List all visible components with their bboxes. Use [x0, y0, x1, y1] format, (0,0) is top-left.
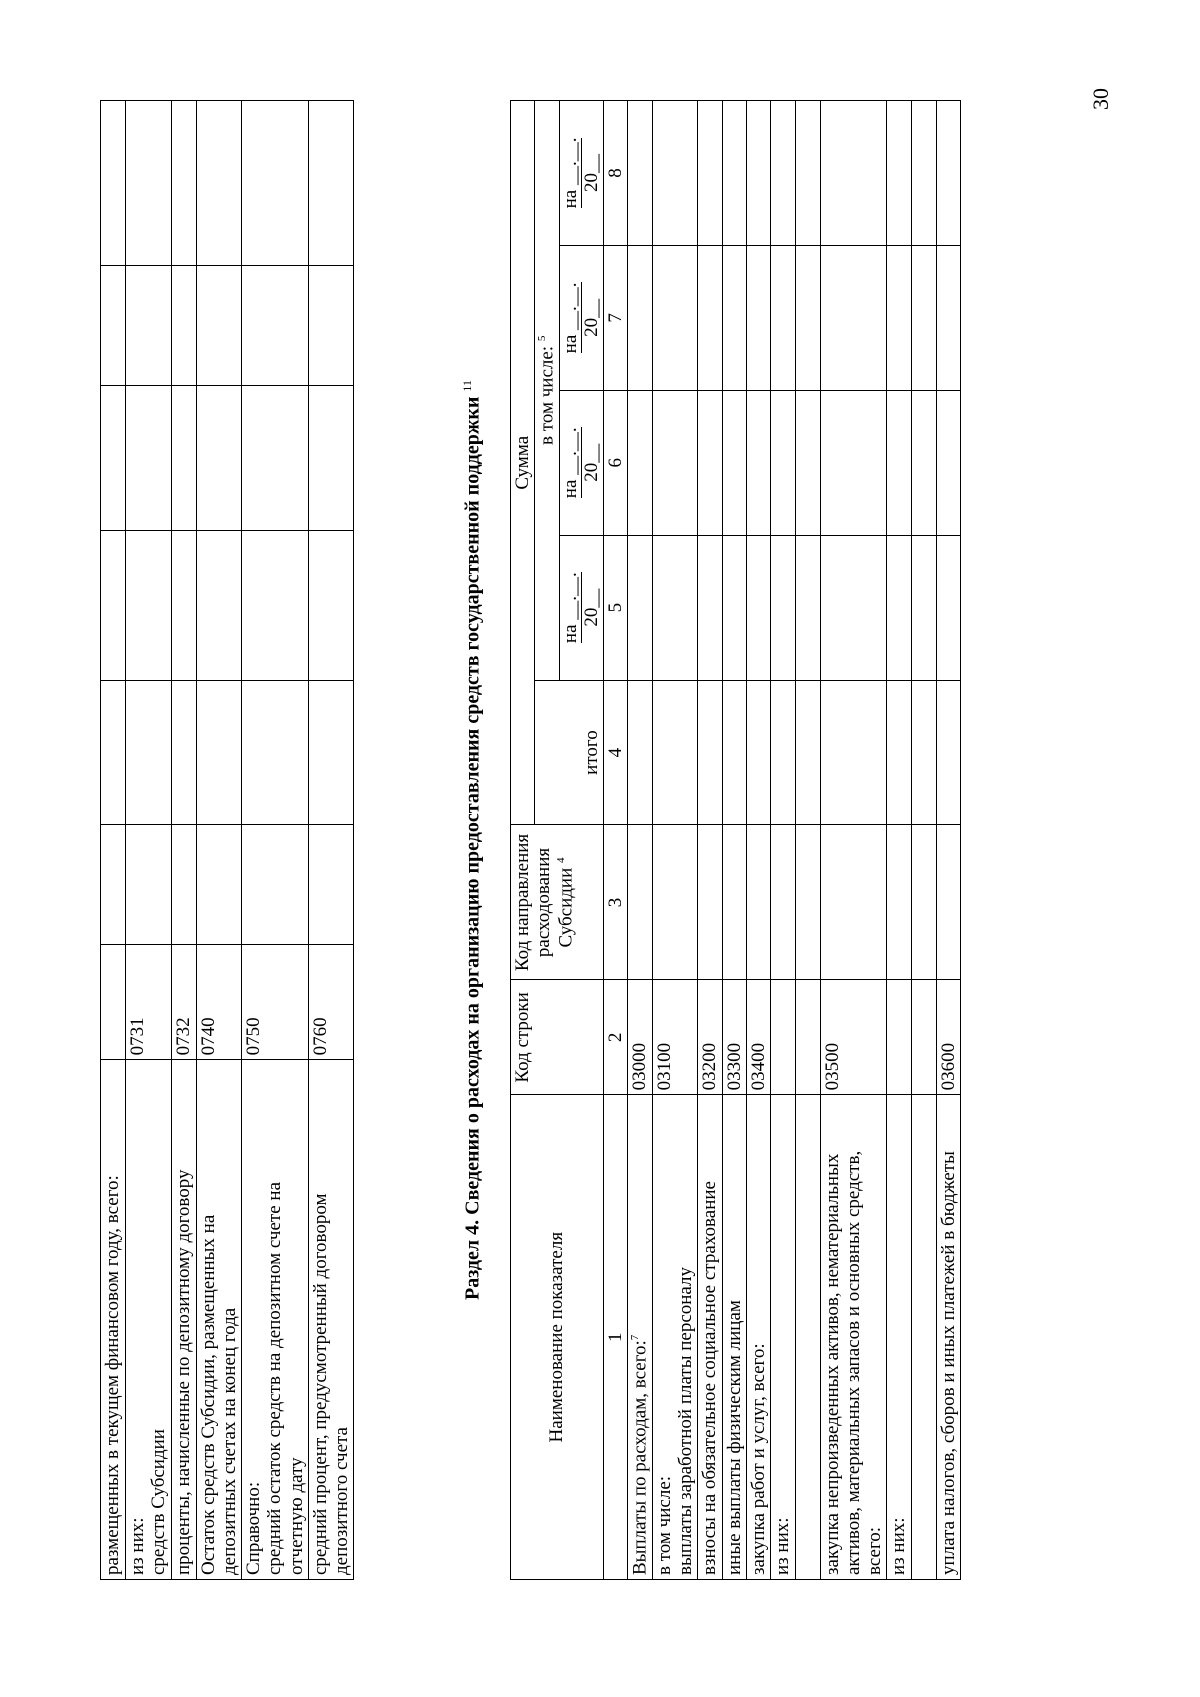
- column-number: 3: [604, 825, 628, 980]
- line: средний остаток средств на депозитном счете на: [264, 1182, 286, 1575]
- row-code: 0732: [171, 945, 196, 1060]
- value-cell: [628, 101, 653, 246]
- value-cell: [126, 825, 172, 945]
- value-cell: [652, 825, 698, 980]
- value-cell: [628, 535, 653, 680]
- indicator-name: [126, 1060, 172, 1580]
- value-cell: [698, 680, 722, 825]
- value-cell: [171, 265, 196, 385]
- line: в том числе:: [653, 1475, 675, 1575]
- value-cell: [698, 101, 722, 246]
- value-cell: [936, 390, 960, 535]
- value-cell: [652, 535, 698, 680]
- value-cell: [771, 825, 795, 980]
- value-cell: [746, 245, 770, 390]
- header-sum: Сумма: [511, 101, 535, 826]
- expenses-table: [510, 100, 961, 1580]
- value-cell: [795, 680, 820, 825]
- value-cell: [628, 825, 653, 980]
- header-including: в том числе: $^5$: [535, 101, 560, 681]
- value-cell: [652, 245, 698, 390]
- column-number: 6: [604, 390, 628, 535]
- value-cell: [196, 680, 242, 825]
- header-code: Код строки: [511, 980, 604, 1095]
- line: из них:: [772, 1517, 794, 1575]
- table-row: [101, 101, 126, 1580]
- line: закупка непроизведенных активов, нематериальных: [821, 1153, 843, 1575]
- value-cell: [242, 825, 309, 945]
- table-row: [652, 101, 698, 1580]
- column-number: 8: [604, 101, 628, 246]
- row-code: [887, 980, 911, 1095]
- row-code: 03000: [628, 980, 653, 1095]
- value-cell: [196, 265, 242, 385]
- table-row: [887, 101, 911, 1580]
- value-cell: [936, 680, 960, 825]
- date-fraction: [561, 427, 602, 498]
- value-cell: [820, 245, 887, 390]
- value-cell: [887, 101, 911, 246]
- value-cell: [171, 530, 196, 680]
- value-cell: [936, 101, 960, 246]
- value-cell: [196, 825, 242, 945]
- value-cell: [308, 265, 354, 385]
- row-code: [771, 980, 795, 1095]
- row-code: 03200: [698, 980, 722, 1095]
- table-row: [196, 101, 242, 1580]
- date-bottom: 20__: [581, 138, 602, 209]
- row-code: 0760: [308, 945, 354, 1060]
- value-cell: [308, 385, 354, 530]
- value-cell: [101, 680, 126, 825]
- table-row: [308, 101, 354, 1580]
- row-code: [101, 945, 126, 1060]
- value-cell: [795, 245, 820, 390]
- value-cell: [698, 535, 722, 680]
- date-fraction: [561, 282, 602, 353]
- header-total: итого: [535, 680, 604, 825]
- value-cell: [771, 390, 795, 535]
- value-cell: [101, 101, 126, 266]
- value-cell: [308, 680, 354, 825]
- value-cell: [242, 265, 309, 385]
- table-row: [795, 101, 820, 1580]
- date-fraction: [561, 572, 602, 643]
- value-cell: [171, 385, 196, 530]
- indicator-name: [652, 1095, 698, 1580]
- value-cell: [171, 101, 196, 266]
- value-cell: [771, 680, 795, 825]
- date-bottom: 20__: [581, 427, 602, 498]
- line: размещенных в текущем финансовом году, всего:: [102, 1175, 123, 1575]
- indicator-name: [698, 1095, 722, 1580]
- date-fraction: [561, 138, 602, 209]
- table-row: [171, 101, 196, 1580]
- indicator-name: [795, 1095, 820, 1580]
- header-name: Наименование показателя: [511, 1095, 604, 1580]
- value-cell: [242, 101, 309, 266]
- row-code: 0750: [242, 945, 309, 1060]
- table-row: [820, 101, 887, 1580]
- value-cell: [242, 530, 309, 680]
- value-cell: [628, 390, 653, 535]
- rotated-content: [100, 100, 1060, 1580]
- row-code: 0740: [196, 945, 242, 1060]
- value-cell: [936, 535, 960, 680]
- value-cell: [101, 385, 126, 530]
- line: взносы на обязательное социальное страхование: [699, 1181, 721, 1575]
- line: средств Субсидии: [148, 1429, 170, 1575]
- value-cell: [795, 390, 820, 535]
- value-cell: [242, 680, 309, 825]
- value-cell: [887, 825, 911, 980]
- row-code: 03400: [746, 980, 770, 1095]
- table-row: [698, 101, 722, 1580]
- indicator-name: [171, 1060, 196, 1580]
- row-code: 03600: [936, 980, 960, 1095]
- value-cell: [101, 265, 126, 385]
- value-cell: [820, 390, 887, 535]
- line: активов, материальных запасов и основных средств,: [842, 1150, 864, 1575]
- date-top: на __.__.: [559, 282, 581, 354]
- deposit-table: [100, 100, 354, 1580]
- column-number: 5: [604, 535, 628, 680]
- value-cell: [628, 245, 653, 390]
- line: закупка работ и услуг, всего:: [747, 1343, 769, 1575]
- value-cell: [936, 825, 960, 980]
- row-code: 03300: [722, 980, 746, 1095]
- row-code: 03500: [820, 980, 887, 1095]
- line: Выплаты по расходам, всего:: [629, 1340, 651, 1575]
- row-code: [911, 980, 936, 1095]
- value-cell: [746, 535, 770, 680]
- header-direction: Код направления расходования Субсидии $^4$: [511, 825, 604, 980]
- column-number: 2: [604, 980, 628, 1095]
- value-cell: [126, 385, 172, 530]
- value-cell: [308, 530, 354, 680]
- value-cell: [795, 825, 820, 980]
- date-top: на __.__.: [559, 137, 581, 209]
- value-cell: [887, 390, 911, 535]
- column-number: 1: [604, 1095, 628, 1580]
- line: Справочно:: [243, 1481, 265, 1575]
- value-cell: [101, 825, 126, 945]
- value-cell: [795, 101, 820, 246]
- value-cell: [820, 680, 887, 825]
- line: отчетную дату: [285, 1457, 307, 1575]
- value-cell: [936, 245, 960, 390]
- value-cell: [820, 101, 887, 246]
- line: из них:: [888, 1517, 910, 1575]
- value-cell: [652, 680, 698, 825]
- header-date: [559, 101, 603, 246]
- value-cell: [722, 825, 746, 980]
- row-code: 0731: [126, 945, 172, 1060]
- header-date: [559, 245, 603, 390]
- footnote-mark: 7: [629, 1334, 642, 1341]
- indicator-name: [628, 1095, 653, 1580]
- date-top: на __.__.: [559, 572, 581, 644]
- value-cell: [911, 390, 936, 535]
- table-row: [771, 101, 795, 1580]
- table-row: [628, 101, 653, 1580]
- table-row: [722, 101, 746, 1580]
- value-cell: [652, 390, 698, 535]
- value-cell: [911, 825, 936, 980]
- table-row: [936, 101, 960, 1580]
- value-cell: [196, 101, 242, 266]
- table-row: [242, 101, 309, 1580]
- value-cell: [196, 385, 242, 530]
- value-cell: [722, 245, 746, 390]
- indicator-name: [308, 1060, 354, 1580]
- value-cell: [126, 265, 172, 385]
- value-cell: [308, 825, 354, 945]
- value-cell: [196, 530, 242, 680]
- value-cell: [101, 530, 126, 680]
- value-cell: [746, 101, 770, 246]
- indicator-name: [242, 1060, 309, 1580]
- page-number: 30: [1088, 88, 1113, 110]
- value-cell: [911, 680, 936, 825]
- value-cell: [722, 101, 746, 246]
- value-cell: [911, 245, 936, 390]
- value-cell: [698, 245, 722, 390]
- value-cell: [698, 390, 722, 535]
- value-cell: [652, 101, 698, 246]
- value-cell: [746, 825, 770, 980]
- row-code: [795, 980, 820, 1095]
- indicator-name: [746, 1095, 770, 1580]
- value-cell: [628, 680, 653, 825]
- table-row: [746, 101, 770, 1580]
- indicator-name: [771, 1095, 795, 1580]
- value-cell: [722, 680, 746, 825]
- value-cell: [698, 825, 722, 980]
- header-date: [559, 390, 603, 535]
- table-row: [126, 101, 172, 1580]
- value-cell: [887, 245, 911, 390]
- value-cell: [722, 535, 746, 680]
- indicator-name: [196, 1060, 242, 1580]
- value-cell: [126, 680, 172, 825]
- value-cell: [746, 390, 770, 535]
- indicator-name: [820, 1095, 887, 1580]
- value-cell: [308, 101, 354, 266]
- header-date: [559, 535, 603, 680]
- value-cell: [887, 535, 911, 680]
- value-cell: [126, 101, 172, 266]
- row-code: 03100: [652, 980, 698, 1095]
- value-cell: [771, 245, 795, 390]
- line: проценты, начисленные по депозитному договору: [172, 1169, 194, 1575]
- line: выплаты заработной платы персоналу: [675, 1266, 697, 1575]
- value-cell: [771, 535, 795, 680]
- value-cell: [820, 535, 887, 680]
- date-bottom: 20__: [581, 572, 602, 643]
- line: Остаток средств Субсидии, размещенных на: [197, 1214, 219, 1575]
- section-4-title: Раздел 4. Сведения о расходах на организацию предоставления средств государственной поддержки $^{11}$: [460, 380, 484, 1300]
- value-cell: [171, 825, 196, 945]
- line: уплата налогов, сборов и иных платежей в бюджеты: [937, 1151, 959, 1575]
- value-cell: [911, 101, 936, 246]
- value-cell: [242, 385, 309, 530]
- line: средний процент, предусмотренный договором: [309, 1193, 331, 1575]
- value-cell: [887, 680, 911, 825]
- table-row: [911, 101, 936, 1580]
- value-cell: [126, 530, 172, 680]
- value-cell: [746, 680, 770, 825]
- indicator-name: [936, 1095, 960, 1580]
- date-top: на __.__.: [559, 427, 581, 499]
- indicator-name: [101, 1060, 126, 1580]
- indicator-name: [722, 1095, 746, 1580]
- indicator-name: [887, 1095, 911, 1580]
- value-cell: [771, 101, 795, 246]
- value-cell: [171, 680, 196, 825]
- line: иные выплаты физическим лицам: [723, 1300, 745, 1575]
- value-cell: [722, 390, 746, 535]
- value-cell: [795, 535, 820, 680]
- date-bottom: 20__: [581, 282, 602, 353]
- column-number: 7: [604, 245, 628, 390]
- column-number: 4: [604, 680, 628, 825]
- line: всего:: [864, 1526, 886, 1575]
- line: депозитных счетах на конец года: [218, 1307, 240, 1575]
- line: из них:: [127, 1517, 148, 1575]
- value-cell: [911, 535, 936, 680]
- line: депозитного счета: [331, 1427, 353, 1575]
- indicator-name: [911, 1095, 936, 1580]
- value-cell: [820, 825, 887, 980]
